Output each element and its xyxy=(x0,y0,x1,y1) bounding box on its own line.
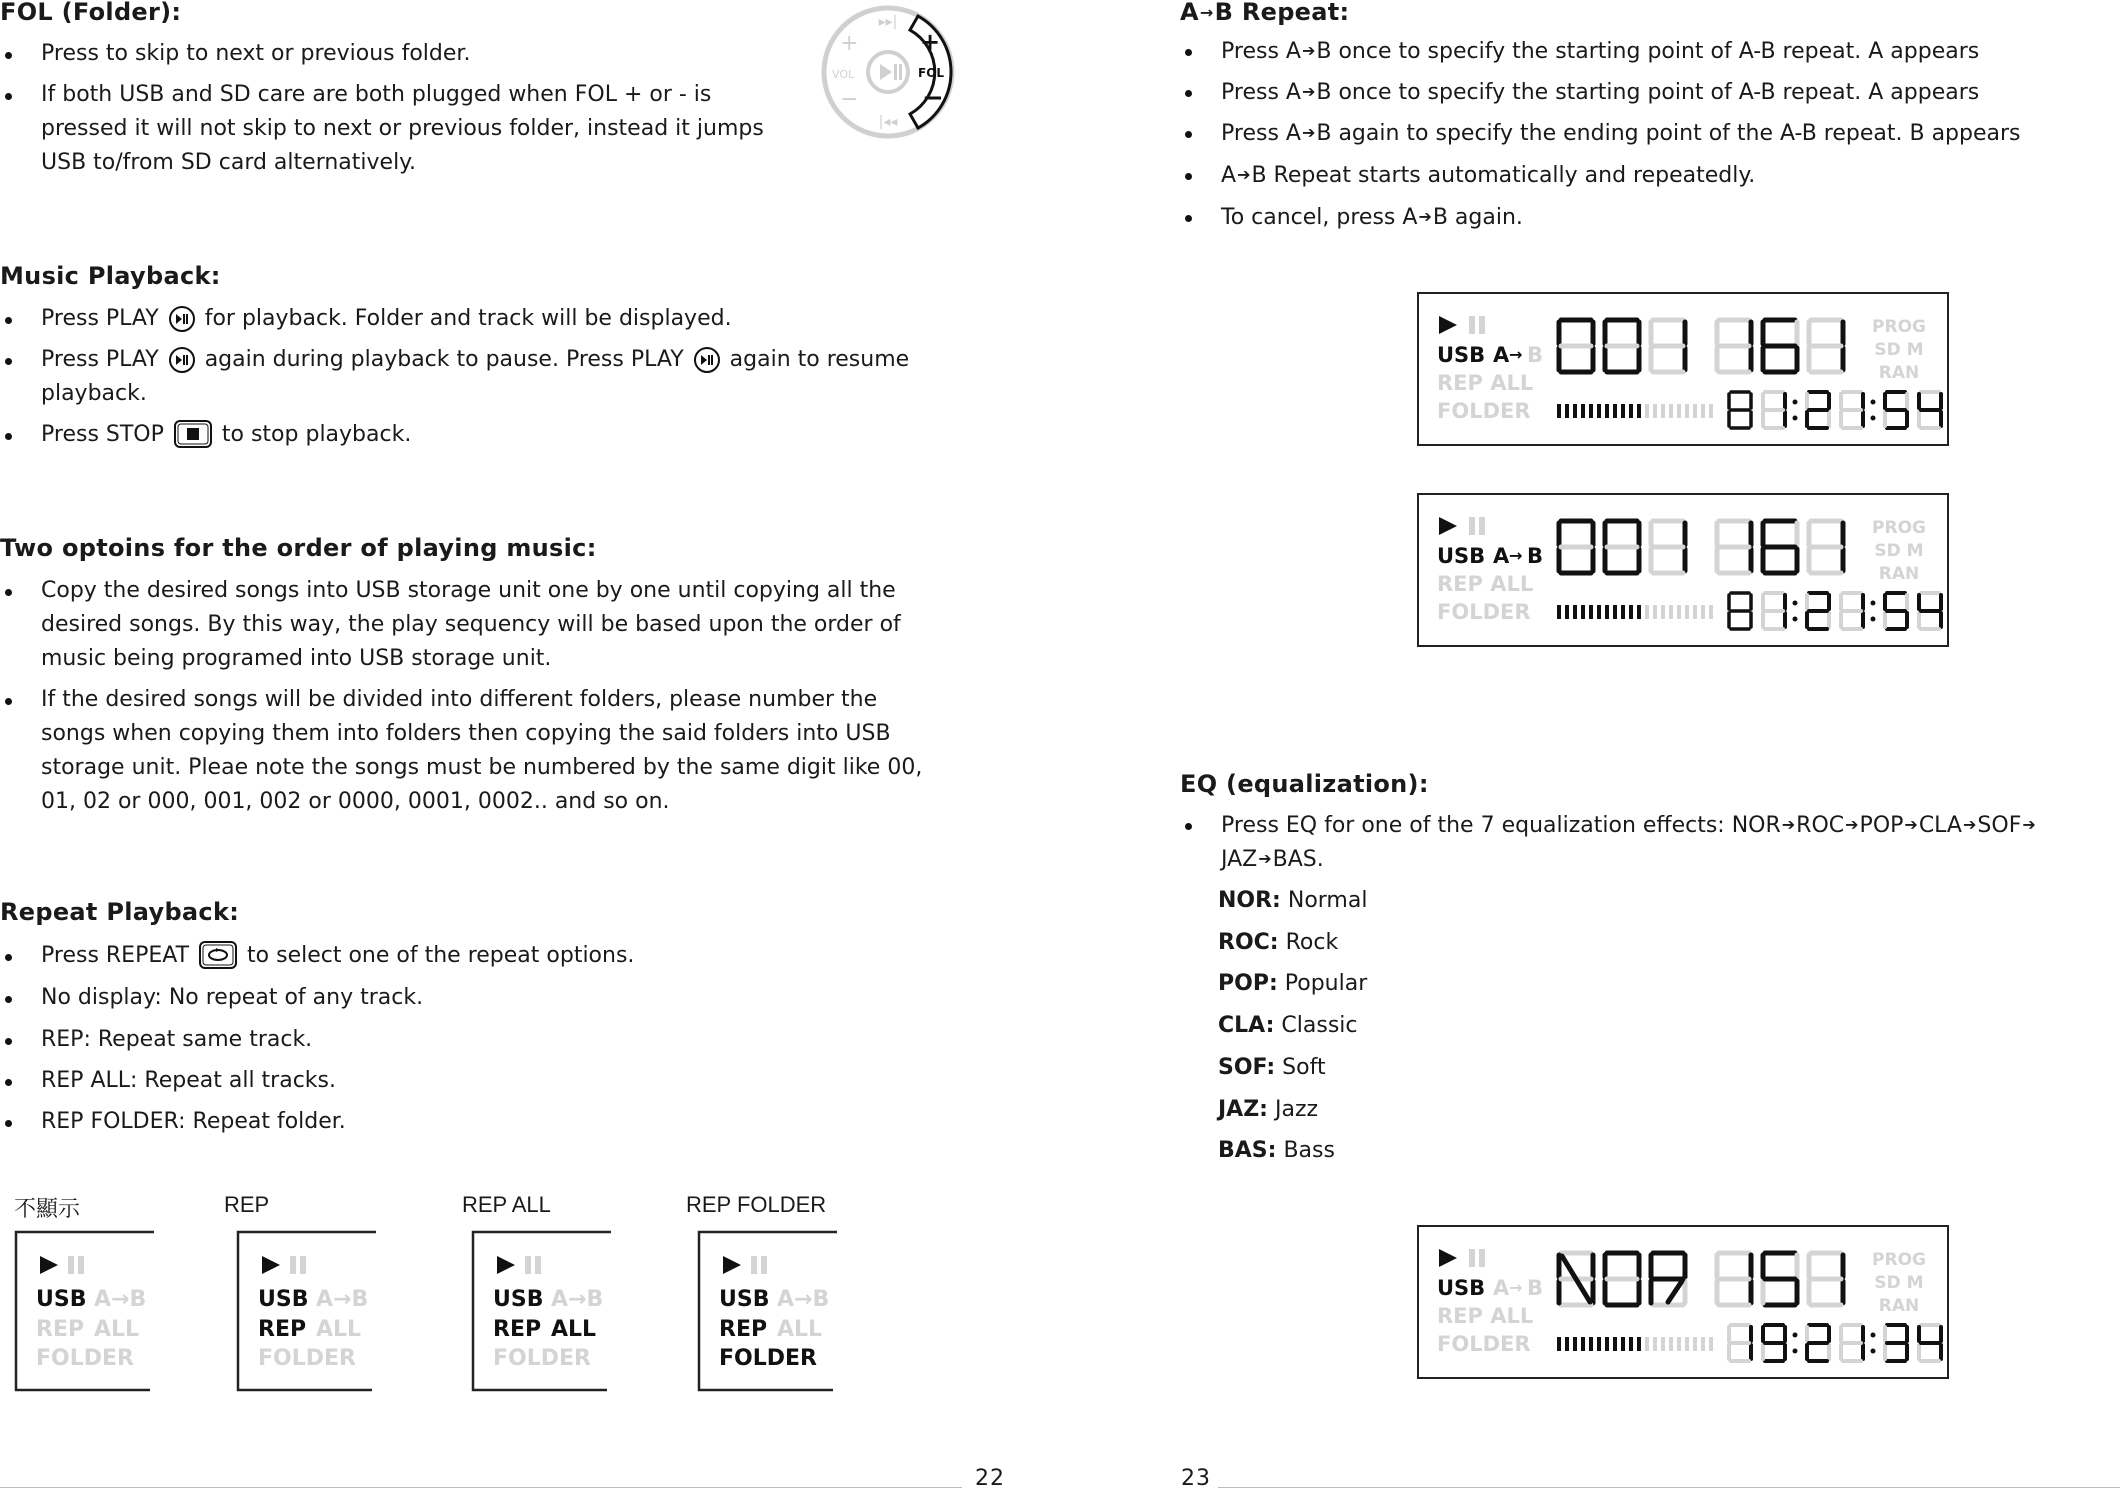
remote-dial-illustration xyxy=(818,2,958,142)
lcd-time-digit xyxy=(1919,593,1941,629)
lcd-time-digit xyxy=(1763,392,1785,428)
mini-title-rep: REP xyxy=(224,1192,270,1217)
lcd-time-digit xyxy=(1841,593,1863,629)
lcd-level-bar xyxy=(1685,1337,1689,1351)
music-bullet-2: Press PLAY again during playback to pause. Press PLAY again to resume xyxy=(5,343,909,385)
arrow-right-icon: ➔ xyxy=(1237,165,1251,184)
ab-bullet-5: To cancel, press A➔B again. xyxy=(1185,200,1523,235)
lcd-level-bar xyxy=(1589,1337,1593,1351)
lcd-level-bar xyxy=(1693,1337,1697,1351)
svg-text:A→B: A→B xyxy=(551,1287,604,1312)
lcd-prog-label: PROG xyxy=(1872,1250,1926,1270)
eq-def-key: NOR: xyxy=(1218,888,1281,913)
svg-text:ALL: ALL xyxy=(316,1317,362,1342)
lcd-usb-label: USB xyxy=(1437,1276,1486,1300)
arrow-right-icon: ➔ xyxy=(1301,41,1316,60)
fol-heading: FOL (Folder): xyxy=(0,0,182,26)
play-icon xyxy=(1439,517,1457,535)
lcd-main-digit xyxy=(1717,521,1751,573)
lcd-main-digit xyxy=(1809,1253,1843,1305)
lcd-main-digit xyxy=(1717,320,1751,372)
arrow-right-icon: ➔ xyxy=(1781,815,1796,834)
lcd-level-bar xyxy=(1613,404,1617,418)
mini-title-no-display: 不顯示 xyxy=(14,1196,81,1221)
svg-text:A→B: A→B xyxy=(777,1287,830,1312)
lcd-ab-arrow-icon: → xyxy=(1509,546,1523,565)
lcd-ghost-digit xyxy=(1729,593,1751,629)
lcd-level-bar xyxy=(1573,605,1577,619)
lcd-time-digit xyxy=(1885,593,1907,629)
lcd-level-bar xyxy=(1565,1337,1569,1351)
eq-def-value: Rock xyxy=(1285,930,1339,955)
lcd-level-bar xyxy=(1557,404,1561,418)
order-bullet-2-cont: songs when copying them into folders then copying the said folders into USB xyxy=(41,721,891,746)
eq-def-value: Bass xyxy=(1283,1138,1335,1163)
eq-def-key: BAS: xyxy=(1218,1138,1277,1163)
lcd-folder-label: FOLDER xyxy=(1437,1332,1531,1356)
lcd-ran-label: RAN xyxy=(1878,363,1920,383)
lcd-level-bar xyxy=(1557,605,1561,619)
lcd-time-digit xyxy=(1885,1325,1907,1361)
svg-text:−: − xyxy=(840,87,859,112)
lcd-colon-dot xyxy=(1871,1333,1876,1338)
lcd-level-bar xyxy=(1613,605,1617,619)
lcd-colon-dot xyxy=(1793,1333,1798,1338)
svg-text:USB: USB xyxy=(719,1287,770,1312)
arrow-right-icon: ➔ xyxy=(1845,815,1859,834)
lcd-level-bar xyxy=(1645,605,1649,619)
eq-def-key: CLA: xyxy=(1218,1013,1275,1038)
lcd-ab-b-label: B xyxy=(1527,343,1544,367)
lcd-level-bar xyxy=(1629,605,1633,619)
lcd-sd-m-label: SD M xyxy=(1874,340,1924,360)
svg-text:A→B: A→B xyxy=(316,1287,369,1312)
lcd-time-digit xyxy=(1763,1325,1785,1361)
mini-display-rep-folder xyxy=(697,1230,839,1396)
eq-bullet-cont: JAZ➔BAS. xyxy=(1221,842,1324,877)
lcd-level-bar xyxy=(1565,605,1569,619)
lcd-level-bar xyxy=(1613,1337,1617,1351)
eq-def-key: SOF: xyxy=(1218,1055,1276,1080)
repeat-bullet-1: Press REPEAT to select one of the repeat options. xyxy=(5,939,634,981)
lcd-level-bar xyxy=(1581,605,1585,619)
svg-text:USB: USB xyxy=(493,1287,544,1312)
svg-text:FOL: FOL xyxy=(918,66,945,80)
svg-text:FOLDER: FOLDER xyxy=(493,1346,591,1371)
play-pause-button-icon xyxy=(168,346,196,385)
order-bullet-1: Copy the desired songs into USB storage unit one by one until copying all the xyxy=(5,574,896,608)
eq-def-value: Jazz xyxy=(1274,1097,1319,1122)
lcd-level-bar xyxy=(1637,605,1641,619)
play-icon xyxy=(497,1256,515,1274)
lcd-level-bar xyxy=(1693,605,1697,619)
pause-icon xyxy=(68,1256,74,1274)
eq-def-row xyxy=(1218,1009,1358,1043)
lcd-rep-all-label: REP ALL xyxy=(1437,371,1534,395)
fol-bullet-2-cont2: USB to/from SD card alternatively. xyxy=(41,150,417,175)
lcd-colon-dot xyxy=(1871,1349,1876,1354)
lcd-level-bar xyxy=(1621,1337,1625,1351)
lcd-colon-dot xyxy=(1793,1349,1798,1354)
svg-text:USB: USB xyxy=(36,1287,87,1312)
lcd-main-digit xyxy=(1559,521,1593,573)
lcd-time-digit xyxy=(1919,392,1941,428)
lcd-ab-a-label: A xyxy=(1493,343,1510,367)
lcd-level-bar xyxy=(1709,1337,1713,1351)
eq-def-value: Popular xyxy=(1284,971,1368,996)
lcd-time-digit xyxy=(1841,392,1863,428)
lcd-ab-a-label: A xyxy=(1493,1276,1510,1300)
lcd-sd-m-label: SD M xyxy=(1874,541,1924,561)
lcd-time-digit xyxy=(1919,1325,1941,1361)
lcd-level-bar xyxy=(1645,1337,1649,1351)
arrow-right-icon: ➔ xyxy=(1418,207,1432,226)
arrow-right-icon: ➔ xyxy=(2022,815,2036,834)
mini-display-rep-all xyxy=(471,1230,613,1396)
svg-text:−: − xyxy=(922,83,944,113)
lcd-main-digit xyxy=(1717,1253,1751,1305)
lcd-display-ab-start xyxy=(1417,292,1949,446)
lcd-level-bar xyxy=(1685,404,1689,418)
lcd-level-bar xyxy=(1653,605,1657,619)
repeat-heading: Repeat Playback: xyxy=(0,898,240,926)
lcd-segments xyxy=(1419,294,1947,444)
page-number-left: 22 xyxy=(975,1466,1005,1491)
play-icon xyxy=(40,1256,58,1274)
pause-icon xyxy=(525,1256,531,1274)
arrow-right-icon: ➔ xyxy=(1904,815,1918,834)
lcd-level-bar xyxy=(1669,1337,1673,1351)
eq-def-value: Soft xyxy=(1282,1055,1326,1080)
play-pause-button-icon xyxy=(168,305,196,344)
order-bullet-1-cont2: music being programed into USB storage unit. xyxy=(41,646,552,671)
lcd-main-digit xyxy=(1605,521,1639,573)
lcd-level-bar xyxy=(1653,1337,1657,1351)
svg-text:REP: REP xyxy=(719,1317,768,1342)
mini-title-rep-folder: REP FOLDER xyxy=(686,1192,827,1217)
lcd-ran-label: RAN xyxy=(1878,564,1920,584)
lcd-level-bar xyxy=(1605,404,1609,418)
arrow-right-icon: ➔ xyxy=(1301,123,1316,142)
svg-text:+: + xyxy=(920,28,941,56)
lcd-level-bar xyxy=(1661,1337,1665,1351)
lcd-main-digit xyxy=(1809,521,1843,573)
lcd-level-bar xyxy=(1557,1337,1561,1351)
lcd-colon-dot xyxy=(1793,416,1798,421)
ab-bullet-3: Press A➔B again to specify the ending point of the A-B repeat. B appears xyxy=(1185,116,2021,151)
lcd-level-bar xyxy=(1597,404,1601,418)
svg-text:ALL: ALL xyxy=(94,1317,140,1342)
eq-def-row xyxy=(1218,1134,1335,1168)
lcd-ab-a-label: A xyxy=(1493,544,1510,568)
lcd-display-ab-end xyxy=(1417,493,1949,647)
lcd-level-bar xyxy=(1653,404,1657,418)
right-page xyxy=(1180,0,2120,1491)
lcd-ab-b-label: B xyxy=(1527,1276,1544,1300)
lcd-main-digit xyxy=(1605,1253,1639,1305)
lcd-time-digit xyxy=(1841,1325,1863,1361)
ab-bullet-2: Press A➔B once to specify the starting point of A-B repeat. A appears xyxy=(1185,75,1979,110)
lcd-level-bar xyxy=(1637,1337,1641,1351)
eq-def-row xyxy=(1218,926,1338,960)
lcd-level-bar xyxy=(1669,404,1673,418)
lcd-colon-dot xyxy=(1793,617,1798,622)
lcd-time-digit xyxy=(1763,593,1785,629)
play-icon xyxy=(1439,316,1457,334)
lcd-ab-arrow-icon: → xyxy=(1509,1278,1523,1297)
lcd-segments xyxy=(1419,1227,1947,1377)
lcd-level-bar xyxy=(1709,605,1713,619)
lcd-sd-m-label: SD M xyxy=(1874,1273,1924,1293)
lcd-usb-label: USB xyxy=(1437,343,1486,367)
lcd-colon-dot xyxy=(1871,617,1876,622)
lcd-usb-label: USB xyxy=(1437,544,1486,568)
ab-bullet-4: A➔B Repeat starts automatically and repeatedly. xyxy=(1185,158,1755,193)
lcd-rep-all-label: REP ALL xyxy=(1437,1304,1534,1328)
lcd-level-bar xyxy=(1605,605,1609,619)
lcd-time-digit xyxy=(1807,392,1829,428)
lcd-level-bar xyxy=(1677,404,1681,418)
order-bullet-2-cont2: storage unit. Pleae note the songs must be numbered by the same digit like 00, xyxy=(41,755,923,780)
svg-text:FOLDER: FOLDER xyxy=(258,1346,356,1371)
lcd-main-digit xyxy=(1651,521,1685,573)
pause-icon xyxy=(1469,517,1475,535)
svg-text:▸▸|: ▸▸| xyxy=(878,14,898,30)
mini-display-no-repeat xyxy=(14,1230,156,1396)
lcd-ghost-digit xyxy=(1729,392,1751,428)
pause-icon xyxy=(1469,1249,1475,1267)
lcd-main-digit xyxy=(1763,320,1797,372)
lcd-level-bar xyxy=(1597,605,1601,619)
eq-def-row xyxy=(1218,884,1367,918)
eq-def-key: POP: xyxy=(1218,971,1278,996)
pause-icon xyxy=(290,1256,296,1274)
lcd-level-bar xyxy=(1565,404,1569,418)
mini-title-rep-all: REP ALL xyxy=(462,1192,551,1217)
lcd-level-bar xyxy=(1709,404,1713,418)
svg-text:ALL: ALL xyxy=(551,1317,597,1342)
svg-text:VOL: VOL xyxy=(832,68,855,81)
svg-text:FOLDER: FOLDER xyxy=(36,1346,134,1371)
lcd-level-bar xyxy=(1637,404,1641,418)
eq-def-value: Normal xyxy=(1287,888,1368,913)
lcd-prog-label: PROG xyxy=(1872,317,1926,337)
page-number-right: 23 xyxy=(1181,1466,1211,1491)
lcd-level-bar xyxy=(1669,605,1673,619)
lcd-main-digit xyxy=(1763,521,1797,573)
lcd-main-digit xyxy=(1559,1253,1593,1305)
play-pause-button-icon xyxy=(693,346,721,385)
order-bullet-1-cont: desired songs. By this way, the play sequency will be based upon the order of xyxy=(41,612,901,637)
arrow-right-icon: → xyxy=(1199,3,1214,22)
lcd-level-bar xyxy=(1629,1337,1633,1351)
repeat-bullet-5: REP FOLDER: Repeat folder. xyxy=(5,1105,346,1139)
order-bullet-2: If the desired songs will be divided into different folders, please number the xyxy=(5,683,877,717)
repeat-bullet-4: REP ALL: Repeat all tracks. xyxy=(5,1064,336,1098)
lcd-main-digit xyxy=(1605,320,1639,372)
lcd-level-bar xyxy=(1589,605,1593,619)
remote-dial-icon xyxy=(818,2,958,142)
arrow-right-icon: ➔ xyxy=(1258,849,1272,868)
svg-text:REP: REP xyxy=(258,1317,307,1342)
fol-bullet-2-cont: pressed it will not skip to next or previous folder, instead it jumps xyxy=(41,116,764,141)
lcd-level-bar xyxy=(1693,404,1697,418)
lcd-level-bar xyxy=(1685,605,1689,619)
lcd-level-bar xyxy=(1581,404,1585,418)
music-heading: Music Playback: xyxy=(0,262,221,290)
lcd-level-bar xyxy=(1597,1337,1601,1351)
ab-bullet-1: Press A➔B once to specify the starting point of A-B repeat. A appears xyxy=(1185,34,1979,69)
play-icon xyxy=(723,1256,741,1274)
lcd-prog-label: PROG xyxy=(1872,518,1926,538)
music-bullet-3: Press STOP to stop playback. xyxy=(5,418,411,460)
lcd-level-bar xyxy=(1629,404,1633,418)
repeat-bullet-2: No display: No repeat of any track. xyxy=(5,981,423,1015)
eq-def-row xyxy=(1218,1093,1318,1127)
lcd-level-bar xyxy=(1701,404,1705,418)
lcd-level-bar xyxy=(1661,605,1665,619)
lcd-colon-dot xyxy=(1871,416,1876,421)
eq-bullet: Press EQ for one of the 7 equalization effects: NOR➔ROC➔POP➔CLA➔SOF➔ xyxy=(1185,808,2037,843)
stop-button-icon xyxy=(173,419,213,460)
lcd-level-bar xyxy=(1645,404,1649,418)
lcd-colon-dot xyxy=(1793,400,1798,405)
repeat-button-icon xyxy=(198,940,238,981)
mini-display-rep xyxy=(236,1230,378,1396)
svg-text:USB: USB xyxy=(258,1287,309,1312)
repeat-bullet-3: REP: Repeat same track. xyxy=(5,1023,312,1057)
lcd-folder-label: FOLDER xyxy=(1437,399,1531,423)
eq-heading: EQ (equalization): xyxy=(1180,770,1429,798)
pause-icon xyxy=(1469,316,1475,334)
lcd-level-bar xyxy=(1621,404,1625,418)
lcd-time-digit xyxy=(1807,1325,1829,1361)
lcd-folder-label: FOLDER xyxy=(1437,600,1531,624)
lcd-time-digit xyxy=(1885,392,1907,428)
lcd-colon-dot xyxy=(1793,601,1798,606)
lcd-display-eq xyxy=(1417,1225,1949,1379)
lcd-main-digit xyxy=(1651,320,1685,372)
lcd-colon-dot xyxy=(1871,400,1876,405)
svg-text:REP: REP xyxy=(36,1317,85,1342)
svg-text:ALL: ALL xyxy=(777,1317,823,1342)
lcd-level-bar xyxy=(1621,605,1625,619)
play-icon xyxy=(1439,1249,1457,1267)
pause-icon xyxy=(751,1256,757,1274)
arrow-right-icon: ➔ xyxy=(1963,815,1977,834)
lcd-rep-all-label: REP ALL xyxy=(1437,572,1534,596)
eq-def-row xyxy=(1218,967,1367,1001)
lcd-level-bar xyxy=(1573,1337,1577,1351)
lcd-ab-b-label: B xyxy=(1527,544,1544,568)
lcd-ab-arrow-icon: → xyxy=(1509,345,1523,364)
eq-def-row xyxy=(1218,1051,1326,1085)
ab-repeat-heading: A→B Repeat: xyxy=(1180,0,1350,26)
lcd-level-bar xyxy=(1701,605,1705,619)
play-icon xyxy=(262,1256,280,1274)
lcd-main-digit xyxy=(1763,1253,1797,1305)
lcd-main-digit xyxy=(1559,320,1593,372)
svg-text:+: + xyxy=(840,31,859,56)
arrow-right-icon: ➔ xyxy=(1301,82,1316,101)
lcd-level-bar xyxy=(1581,1337,1585,1351)
order-heading: Two optoins for the order of playing music: xyxy=(0,534,597,562)
lcd-main-digit xyxy=(1651,1253,1685,1305)
lcd-level-bar xyxy=(1677,1337,1681,1351)
fol-bullet-2: If both USB and SD care are both plugged when FOL + or - is xyxy=(5,78,711,112)
left-page xyxy=(0,0,1030,1491)
lcd-level-bar xyxy=(1605,1337,1609,1351)
lcd-level-bar xyxy=(1677,605,1681,619)
lcd-time-digit xyxy=(1807,593,1829,629)
lcd-level-bar xyxy=(1573,404,1577,418)
music-bullet-2-cont: playback. xyxy=(41,381,147,406)
music-bullet-1: Press PLAY for playback. Folder and track will be displayed. xyxy=(5,302,732,344)
lcd-time-digit xyxy=(1729,1325,1751,1361)
eq-def-key: JAZ: xyxy=(1218,1097,1268,1122)
lcd-level-bar xyxy=(1701,1337,1705,1351)
svg-text:FOLDER: FOLDER xyxy=(719,1346,817,1371)
order-bullet-2-cont3: 01, 02 or 000, 001, 002 or 0000, 0001, 0002.. and so on. xyxy=(41,789,670,814)
svg-text:REP: REP xyxy=(493,1317,542,1342)
lcd-level-bar xyxy=(1589,404,1593,418)
lcd-colon-dot xyxy=(1871,601,1876,606)
lcd-main-digit xyxy=(1809,320,1843,372)
eq-def-value: Classic xyxy=(1281,1013,1358,1038)
eq-def-key: ROC: xyxy=(1218,930,1279,955)
lcd-level-bar xyxy=(1661,404,1665,418)
lcd-ran-label: RAN xyxy=(1878,1296,1920,1316)
svg-text:A→B: A→B xyxy=(94,1287,147,1312)
lcd-segments xyxy=(1419,495,1947,645)
svg-text:|◂◂: |◂◂ xyxy=(878,114,898,130)
fol-bullet-1: Press to skip to next or previous folder. xyxy=(5,37,470,71)
